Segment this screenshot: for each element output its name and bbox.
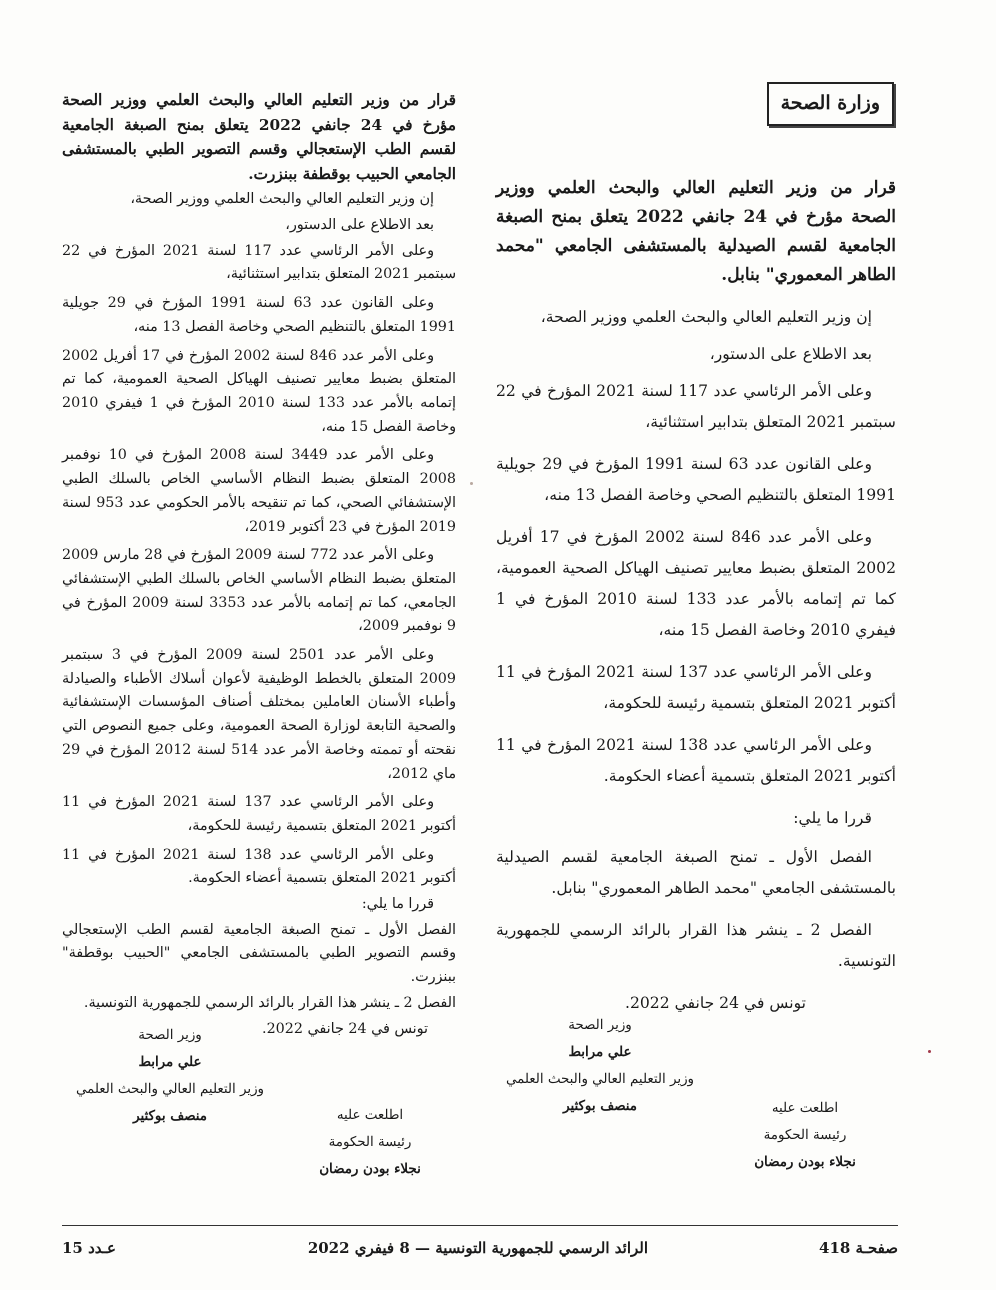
scan-speck [928, 1050, 931, 1053]
signature-health-title: وزير الصحة [568, 1018, 632, 1033]
decree-constitution: بعد الاطلاع على الدستور، [285, 217, 434, 234]
decree-paragraph: وعلى الأمر عدد 3449 لسنة 2008 المؤرخ في 10 نوفمبر 2008 المتعلق بضبط النظام الأساسي الخاص بالسلك الطبي الإستشفائي الصحي، كما تم تنقيحه بالأمر الحكومي عدد 953 لسنة 2019 المؤرخ في 23 أكتوبر 2019، [62, 447, 456, 535]
left-column [62, 88, 456, 1046]
signature-block-pm [720, 1095, 890, 1176]
decree-date: تونس في 24 جانفي 2022. [262, 1020, 428, 1037]
decree-paragraph: وعلى القانون عدد 63 لسنة 1991 المؤرخ في 29 جويلية 1991 المتعلق بالتنظيم الصحي وخاصة الفصل 13 منه، [496, 455, 896, 504]
decree-paragraph: وعلى الأمر الرئاسي عدد 117 لسنة 2021 المؤرخ في 22 سبتمبر 2021 المتعلق بتدابير استثنائية، [496, 382, 896, 431]
decree-decided: قررا ما يلي: [361, 896, 434, 913]
decree-intro: إن وزير التعليم العالي والبحث العلمي ووزير الصحة، [540, 308, 872, 326]
signature-higher-title: وزير التعليم العالي والبحث العلمي [75, 1082, 265, 1097]
decree-paragraph: وعلى الأمر عدد 846 لسنة 2002 المؤرخ في 17 أفريل 2002 المتعلق بضبط معايير تصنيف الهياكل الصحية العمومية، كما تم إتمامه بالأمر عدد 133 لسنة 2010 المؤرخ في 1 فيفري 2010 وخاصة الفصل 15 منه، [496, 528, 896, 639]
signature-higher-title: وزير التعليم العالي والبحث العلمي [505, 1072, 695, 1087]
decree-paragraph: وعلى القانون عدد 63 لسنة 1991 المؤرخ في 29 جويلية 1991 المتعلق بالتنظيم الصحي وخاصة الفصل 13 منه، [62, 295, 456, 335]
decree-paragraph: وعلى الأمر الرئاسي عدد 138 لسنة 2021 المؤرخ في 11 أكتوبر 2021 المتعلق بتسمية أعضاء الحكومة. [496, 736, 896, 785]
decree-paragraph: وعلى الأمر عدد 2501 لسنة 2009 المؤرخ في 3 سبتمبر 2009 المتعلق بالخطط الوظيفية لأعوان أسلاك الأطباء والصيادلة وأطباء الأسنان العاملين بمختلف أصناف المؤسسات الإستشفائية والصحية التابعة لوزارة الصحة العمومية، وعلى جميع النصوص التي نقحته أو تممته وخاصة الأمر عدد 514 لسنة 2012 المؤرخ في 29 ماي 2012، [62, 647, 457, 782]
decree-article-2: الفصل 2 ـ ينشر هذا القرار بالرائد الرسمي للجمهورية التونسية. [83, 994, 456, 1011]
signature-health-name: علي مرابط [568, 1044, 632, 1060]
signature-health-name: علي مرابط [138, 1054, 202, 1070]
right-column [496, 82, 896, 1030]
decree-paragraph: وعلى الأمر الرئاسي عدد 137 لسنة 2021 المؤرخ في 11 أكتوبر 2021 المتعلق بتسمية رئيسة للحكومة، [62, 794, 456, 834]
decree-constitution: بعد الاطلاع على الدستور، [709, 345, 872, 363]
ministry-heading: وزارة الصحة [767, 82, 894, 126]
signature-block-ministers [70, 1022, 270, 1130]
decree-paragraph: وعلى الأمر عدد 846 لسنة 2002 المؤرخ في 17 أفريل 2002 المتعلق بضبط معايير تصنيف الهياكل الصحية العمومية، كما تم إتمامه بالأمر عدد 133 لسنة 2010 المؤرخ في 1 فيفري 2010 وخاصة الفصل 15 منه، [62, 347, 456, 435]
decree-paragraph: وعلى الأمر الرئاسي عدد 138 لسنة 2021 المؤرخ في 11 أكتوبر 2021 المتعلق بتسمية أعضاء الحكومة. [62, 846, 456, 887]
decree-intro: إن وزير التعليم العالي والبحث العلمي ووزير الصحة، [130, 191, 434, 208]
footer-rule [62, 1225, 898, 1226]
decree-paragraph: وعلى الأمر عدد 772 لسنة 2009 المؤرخ في 28 مارس 2009 المتعلق بضبط النظام الأساسي الخاص بالسلك الطبي الإستشفائي الجامعي، كما تم إتمامه بالأمر عدد 3353 لسنة 2009 المؤرخ في 9 نوفمبر 2009، [62, 547, 456, 635]
decree-article-1: الفصل الأول ـ تمنح الصبغة الجامعية لقسم الصيدلية بالمستشفى الجامعي "محمد الطاهر المعموري" بنابل. [496, 848, 896, 897]
decree-article-2: الفصل 2 ـ ينشر هذا القرار بالرائد الرسمي للجمهورية التونسية. [496, 921, 896, 970]
signature-pm-name: نجلاء بودن رمضان [754, 1154, 856, 1170]
signature-higher-name: منصف بوكثير [133, 1108, 207, 1124]
footer-gazette-title: الرائد الرسمي للجمهورية التونسية — 8 فيفري 2022 [307, 1239, 648, 1257]
scan-speck [470, 482, 473, 485]
decree-title: قرار من وزير التعليم العالي والبحث العلمي ووزير الصحة مؤرخ في 24 جانفي 2022 يتعلق بمنح الصبغة الجامعية لقسم الصيدلية بالمستشفى الجامعي "محمد الطاهر المعموري" بنابل. [496, 178, 896, 285]
decree-date: تونس في 24 جانفي 2022. [624, 994, 806, 1012]
signature-pm-name: نجلاء بودن رمضان [319, 1161, 421, 1177]
decree-title: قرار من وزير التعليم العالي والبحث العلمي ووزير الصحة مؤرخ في 24 جانفي 2022 يتعلق بمنح الصبغة الجامعية لقسم الطب الإستعجالي وقسم التصوير الطبي بالمستشفى الجامعي الحبيب بوقطفة ببنزرت. [62, 91, 457, 183]
footer-issue-number: عـدد 15 [62, 1239, 116, 1257]
page-footer [62, 1239, 898, 1263]
signature-pm-title: رئيسة الحكومة [328, 1135, 412, 1150]
signature-seen: اطلعت عليه [336, 1108, 404, 1123]
decree-paragraph: وعلى الأمر الرئاسي عدد 137 لسنة 2021 المؤرخ في 11 أكتوبر 2021 المتعلق بتسمية رئيسة للحكومة، [496, 663, 896, 712]
signature-health-title: وزير الصحة [138, 1028, 202, 1043]
signature-seen: اطلعت عليه [771, 1101, 839, 1116]
decree-article-1: الفصل الأول ـ تمنح الصبغة الجامعية لقسم الطب الإستعجالي وقسم التصوير الطبي بالمستشفى الجامعي "الحبيب بوقطفة" ببنزرت. [62, 921, 456, 986]
decree-paragraph: وعلى الأمر الرئاسي عدد 117 لسنة 2021 المؤرخ في 22 سبتمبر 2021 المتعلق بتدابير استثنائية، [62, 242, 456, 283]
decree-decided: قررا ما يلي: [793, 809, 872, 827]
footer-page-number: صفحـة 418 [819, 1239, 898, 1257]
signature-block-pm [285, 1102, 455, 1183]
signature-pm-title: رئيسة الحكومة [763, 1128, 847, 1143]
signature-higher-name: منصف بوكثير [563, 1098, 637, 1114]
signature-block-ministers [500, 1012, 700, 1120]
